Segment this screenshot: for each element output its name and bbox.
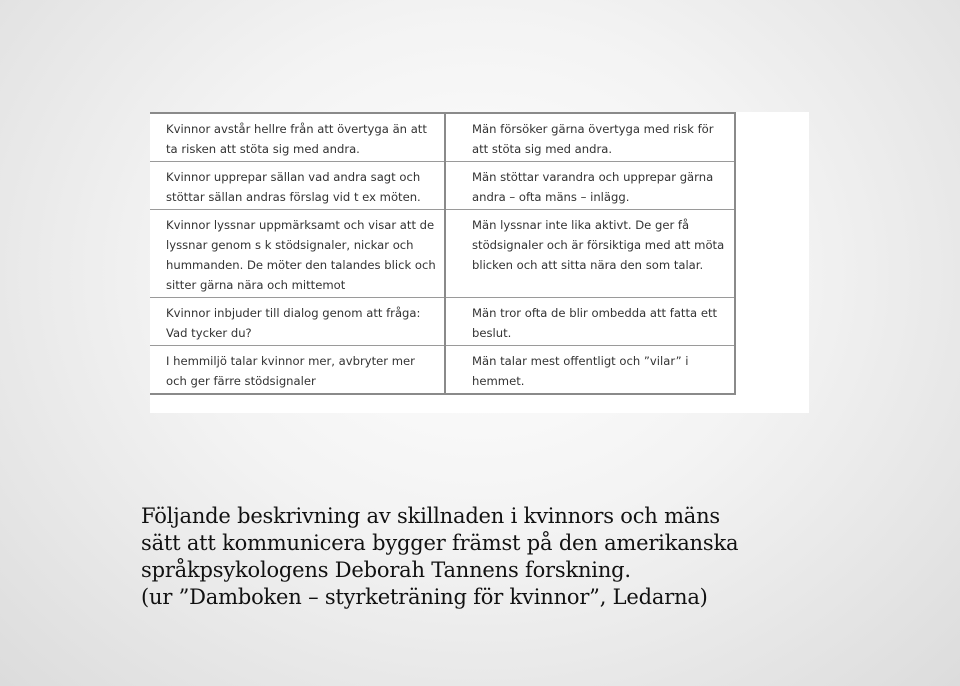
women-cell: Kvinnor avstår hellre från att övertyga än att ta risken att stöta sig med andra.	[150, 113, 445, 162]
women-cell: Kvinnor upprepar sällan vad andra sagt och stöttar sällan andras förslag vid t ex möten.	[150, 162, 445, 210]
comparison-table	[150, 112, 736, 395]
table-row	[150, 210, 735, 298]
men-cell: Män talar mest offentligt och ”vilar” i hemmet.	[445, 346, 735, 395]
table-panel	[150, 112, 809, 413]
table-row	[150, 346, 735, 395]
women-cell: Kvinnor lyssnar uppmärksamt och visar att de lyssnar genom s k stödsignaler, nickar och hummanden. De möter den talandes blick och sitter gärna nära och mittemot	[150, 210, 445, 298]
men-cell: Män stöttar varandra och upprepar gärna andra – ofta mäns – inlägg.	[445, 162, 735, 210]
table-row	[150, 113, 735, 162]
men-cell: Män lyssnar inte lika aktivt. De ger få stödsignaler och är försiktiga med att möta blicken och att sitta nära den som talar.	[445, 210, 735, 298]
men-cell: Män försöker gärna övertyga med risk för att stöta sig med andra.	[445, 113, 735, 162]
caption-text	[141, 503, 841, 611]
table-row	[150, 162, 735, 210]
women-cell: I hemmiljö talar kvinnor mer, avbryter mer och ger färre stödsignaler	[150, 346, 445, 395]
women-cell: Kvinnor inbjuder till dialog genom att fråga: Vad tycker du?	[150, 298, 445, 346]
men-cell: Män tror ofta de blir ombedda att fatta ett beslut.	[445, 298, 735, 346]
caption-line: sätt att kommunicera bygger främst på den amerikanska	[141, 531, 739, 555]
table-row	[150, 298, 735, 346]
caption-line: (ur ”Damboken – styrketräning för kvinnor”, Ledarna)	[141, 585, 708, 609]
caption-line: Följande beskrivning av skillnaden i kvinnors och mäns	[141, 504, 721, 528]
caption-line: språkpsykologens Deborah Tannens forskning.	[141, 558, 631, 582]
